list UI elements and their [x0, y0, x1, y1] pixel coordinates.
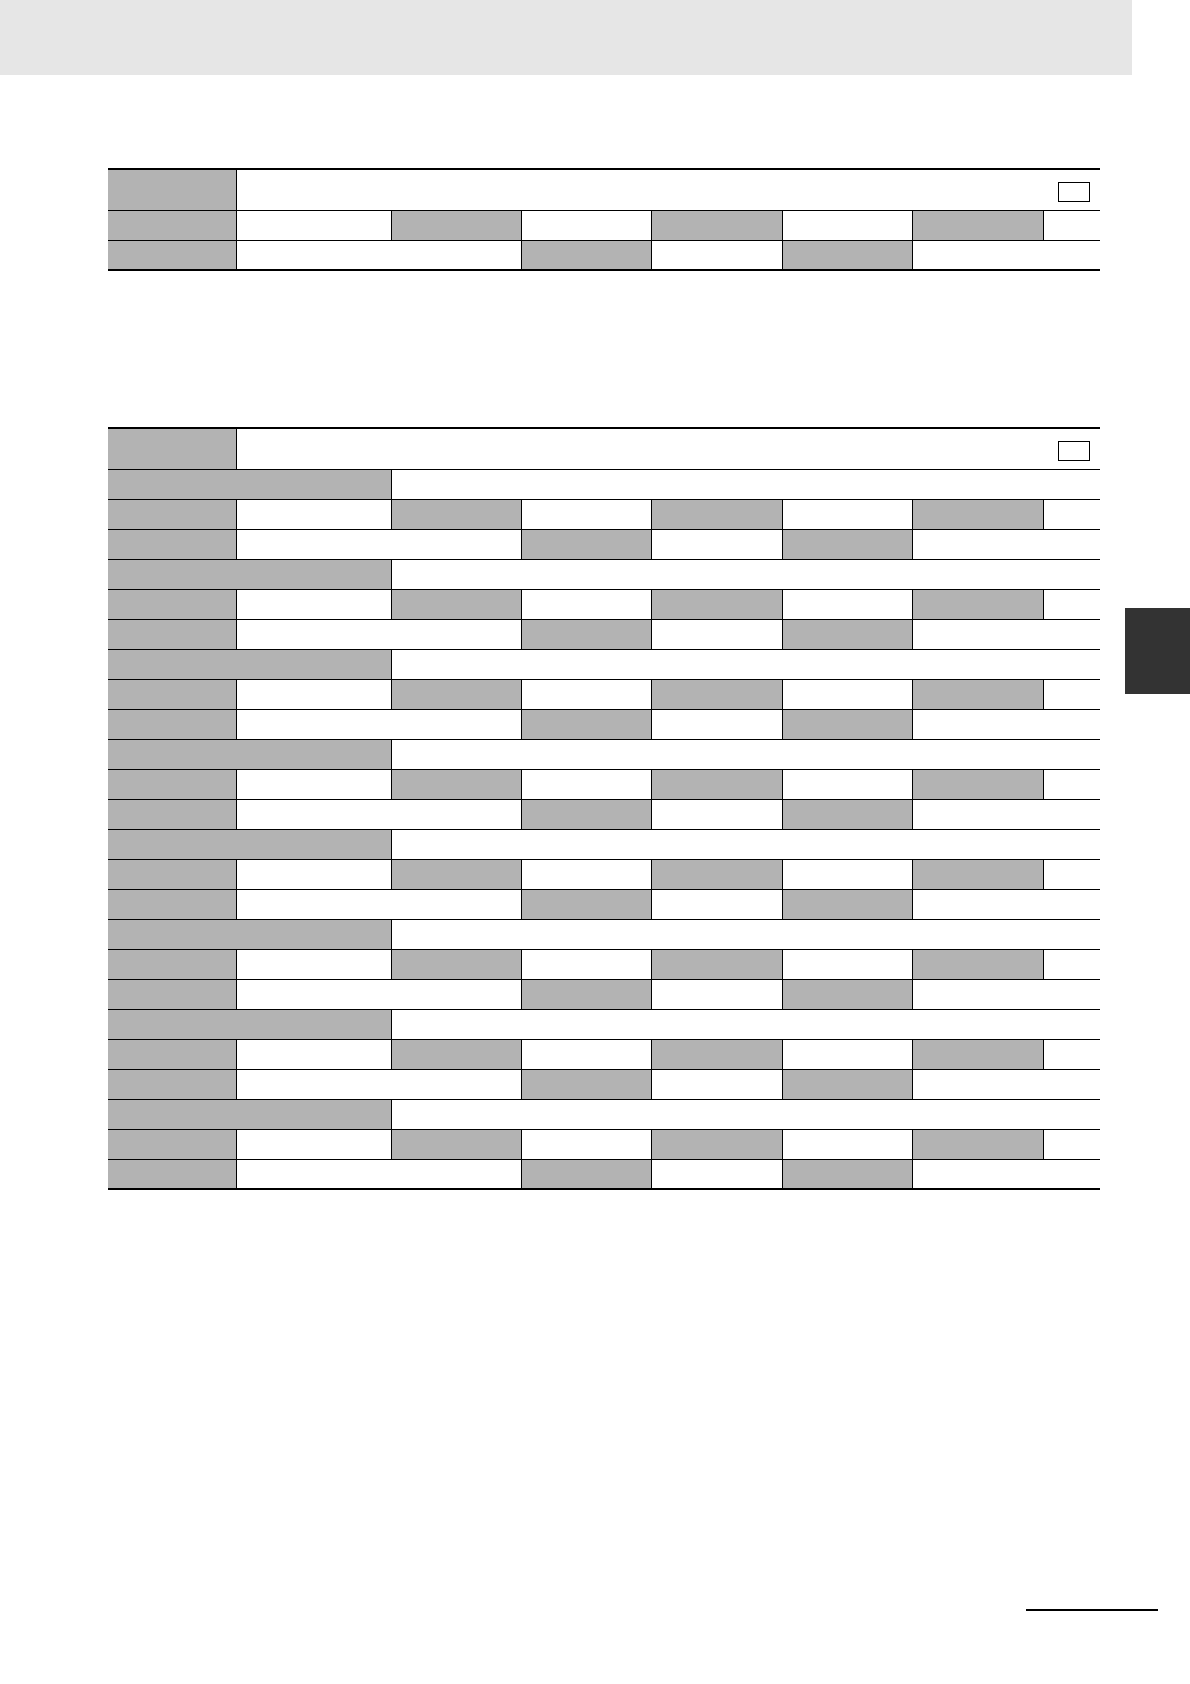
row-label-cell	[108, 800, 237, 829]
value-cell	[783, 211, 913, 240]
group-header-row	[108, 650, 1100, 680]
value-cell	[652, 890, 783, 919]
label-cell	[783, 1160, 913, 1188]
row-label-cell	[108, 620, 237, 649]
value-cell	[783, 680, 913, 709]
label-cell	[522, 620, 652, 649]
value-cell	[652, 800, 783, 829]
value-cell	[783, 950, 913, 979]
detail-row-a	[108, 680, 1100, 710]
label-cell	[783, 1070, 913, 1099]
label-cell	[522, 1070, 652, 1099]
group-name-cell	[108, 560, 392, 589]
value-cell	[237, 530, 522, 559]
label-cell	[913, 1040, 1044, 1069]
value-cell	[652, 620, 783, 649]
label-cell	[913, 950, 1044, 979]
parameter-table-2	[108, 427, 1100, 1190]
label-cell	[783, 620, 913, 649]
value-cell	[1044, 860, 1100, 889]
label-cell	[783, 980, 913, 1009]
detail-row-b	[108, 890, 1100, 920]
group-name-cell	[108, 1010, 392, 1039]
label-cell	[652, 211, 783, 240]
value-cell	[237, 770, 392, 799]
value-cell	[913, 890, 1100, 919]
group-name-cell	[108, 740, 392, 769]
label-cell	[392, 211, 522, 240]
group-header-row	[108, 470, 1100, 500]
row-label-cell	[108, 680, 237, 709]
value-cell	[783, 1040, 913, 1069]
row-label-cell	[108, 950, 237, 979]
label-cell	[392, 950, 522, 979]
value-cell	[913, 1160, 1100, 1188]
detail-row-b	[108, 980, 1100, 1010]
group-header-row	[108, 830, 1100, 860]
value-cell	[237, 860, 392, 889]
value-cell	[913, 710, 1100, 739]
value-cell	[522, 1130, 652, 1159]
group-name-cell	[108, 1100, 392, 1129]
label-cell	[652, 950, 783, 979]
label-cell	[913, 590, 1044, 619]
detail-row-a	[108, 860, 1100, 890]
label-cell	[392, 590, 522, 619]
label-cell	[913, 211, 1044, 240]
detail-row-a	[108, 1040, 1100, 1070]
row-label-cell	[108, 1040, 237, 1069]
value-cell	[1044, 1040, 1100, 1069]
detail-row-b	[108, 710, 1100, 740]
value-cell	[237, 680, 392, 709]
detail-row-b	[108, 620, 1100, 650]
value-cell	[652, 1160, 783, 1188]
group-header-row	[108, 740, 1100, 770]
value-cell	[1044, 500, 1100, 529]
label-cell	[783, 800, 913, 829]
value-cell	[652, 1070, 783, 1099]
label-cell	[652, 770, 783, 799]
value-cell	[652, 530, 783, 559]
value-cell	[237, 590, 392, 619]
value-cell	[783, 860, 913, 889]
detail-row-a	[108, 590, 1100, 620]
value-cell	[783, 770, 913, 799]
label-cell	[522, 530, 652, 559]
row-label-cell	[108, 241, 237, 269]
label-cell	[652, 1040, 783, 1069]
label-cell	[522, 890, 652, 919]
value-cell	[1044, 590, 1100, 619]
detail-row-b	[108, 1160, 1100, 1190]
value-cell	[237, 1130, 392, 1159]
row-label-cell	[108, 890, 237, 919]
row-label-cell	[108, 500, 237, 529]
group-header-row	[108, 920, 1100, 950]
label-cell	[783, 241, 913, 269]
value-cell	[913, 1070, 1100, 1099]
value-cell	[1044, 1130, 1100, 1159]
value-cell	[522, 590, 652, 619]
label-cell	[913, 1130, 1044, 1159]
label-cell	[522, 241, 652, 269]
value-cell	[652, 710, 783, 739]
value-cell	[237, 800, 522, 829]
value-cell	[237, 950, 392, 979]
value-cell	[522, 680, 652, 709]
value-cell	[913, 620, 1100, 649]
detail-row-a	[108, 950, 1100, 980]
label-cell	[913, 680, 1044, 709]
detail-row-b	[108, 530, 1100, 560]
value-cell	[237, 710, 522, 739]
value-cell	[522, 1040, 652, 1069]
value-cell	[237, 1160, 522, 1188]
label-cell	[652, 1130, 783, 1159]
label-cell	[392, 860, 522, 889]
value-cell	[237, 980, 522, 1009]
value-cell	[783, 590, 913, 619]
label-cell	[392, 680, 522, 709]
value-cell	[237, 1070, 522, 1099]
row-label-cell	[108, 211, 237, 240]
value-cell	[1044, 211, 1100, 240]
page-header-band	[0, 0, 1132, 75]
detail-row-a	[108, 500, 1100, 530]
footer-rule	[1026, 1609, 1158, 1611]
group-header-row	[108, 1010, 1100, 1040]
detail-row-b	[108, 241, 1100, 271]
section-index-tab	[1125, 608, 1190, 694]
value-cell	[522, 211, 652, 240]
value-cell	[237, 500, 392, 529]
value-cell	[1044, 950, 1100, 979]
row-label-cell	[108, 1130, 237, 1159]
group-header-row	[108, 1100, 1100, 1130]
label-cell	[522, 980, 652, 1009]
label-cell	[783, 890, 913, 919]
group-name-cell	[108, 650, 392, 679]
label-cell	[392, 770, 522, 799]
table-title-label-cell	[108, 429, 237, 469]
parameter-table-1	[108, 168, 1100, 271]
table-title-row	[108, 168, 1100, 211]
reference-box	[1058, 182, 1090, 202]
row-label-cell	[108, 1160, 237, 1188]
label-cell	[913, 770, 1044, 799]
row-label-cell	[108, 710, 237, 739]
row-label-cell	[108, 770, 237, 799]
group-header-row	[108, 560, 1100, 590]
detail-row-a	[108, 770, 1100, 800]
value-cell	[522, 860, 652, 889]
value-cell	[913, 800, 1100, 829]
table-title-label-cell	[108, 170, 237, 210]
group-name-cell	[108, 470, 392, 499]
row-label-cell	[108, 1070, 237, 1099]
label-cell	[652, 500, 783, 529]
row-label-cell	[108, 530, 237, 559]
group-name-cell	[108, 920, 392, 949]
detail-row-a	[108, 211, 1100, 241]
label-cell	[913, 500, 1044, 529]
label-cell	[783, 710, 913, 739]
value-cell	[652, 980, 783, 1009]
table-title-row	[108, 427, 1100, 470]
value-cell	[237, 211, 392, 240]
value-cell	[237, 620, 522, 649]
label-cell	[392, 1040, 522, 1069]
value-cell	[237, 890, 522, 919]
value-cell	[913, 241, 1100, 269]
label-cell	[652, 680, 783, 709]
row-label-cell	[108, 860, 237, 889]
group-name-cell	[108, 830, 392, 859]
detail-row-b	[108, 800, 1100, 830]
value-cell	[783, 1130, 913, 1159]
value-cell	[913, 980, 1100, 1009]
value-cell	[783, 500, 913, 529]
label-cell	[652, 860, 783, 889]
label-cell	[652, 590, 783, 619]
value-cell	[522, 770, 652, 799]
label-cell	[522, 1160, 652, 1188]
label-cell	[913, 860, 1044, 889]
value-cell	[1044, 770, 1100, 799]
detail-row-a	[108, 1130, 1100, 1160]
label-cell	[392, 1130, 522, 1159]
value-cell	[652, 241, 783, 269]
label-cell	[392, 500, 522, 529]
reference-box	[1058, 441, 1090, 461]
value-cell	[913, 530, 1100, 559]
label-cell	[522, 710, 652, 739]
value-cell	[522, 950, 652, 979]
value-cell	[237, 241, 522, 269]
value-cell	[1044, 680, 1100, 709]
value-cell	[522, 500, 652, 529]
label-cell	[522, 800, 652, 829]
detail-row-b	[108, 1070, 1100, 1100]
label-cell	[783, 530, 913, 559]
row-label-cell	[108, 590, 237, 619]
row-label-cell	[108, 980, 237, 1009]
value-cell	[237, 1040, 392, 1069]
